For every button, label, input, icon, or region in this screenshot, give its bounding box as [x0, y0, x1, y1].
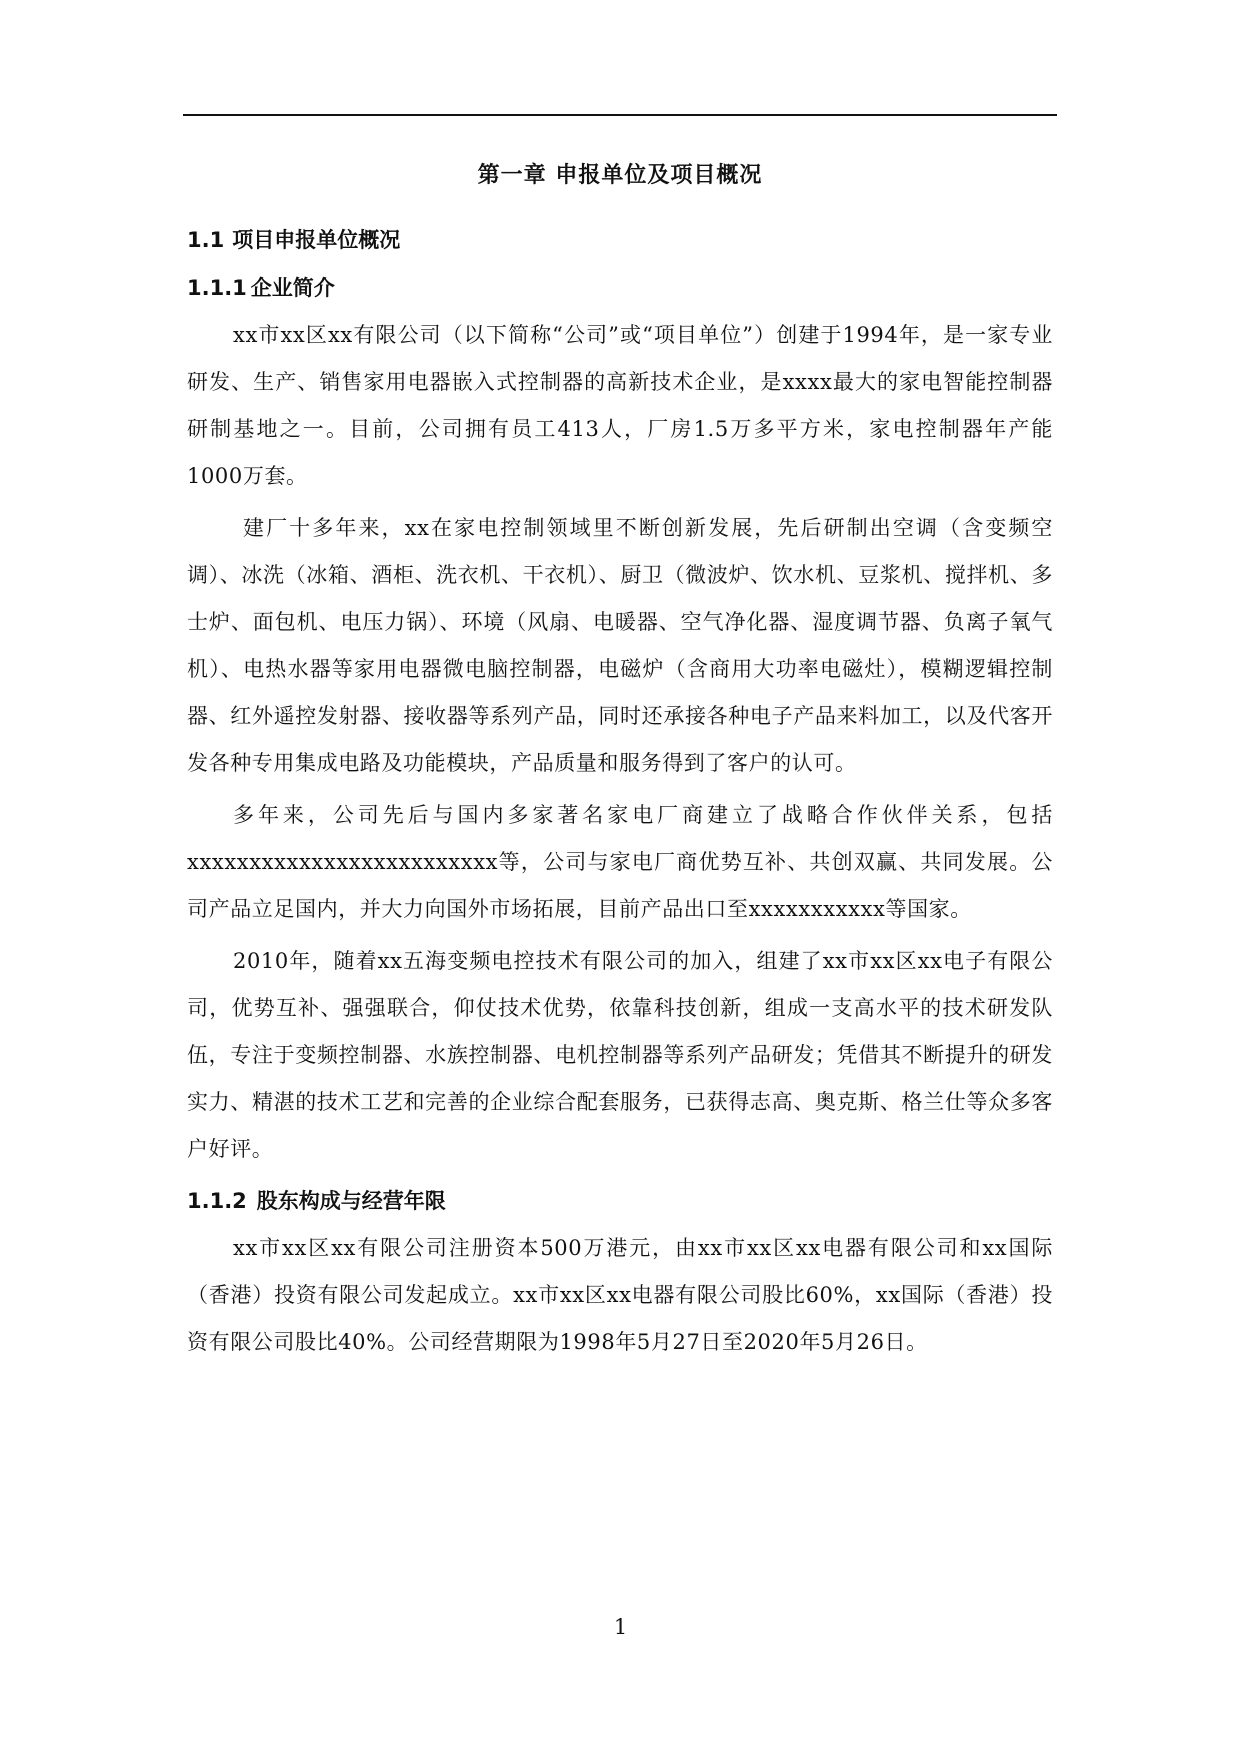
- chapter-title: 第一章 申报单位及项目概况: [477, 163, 763, 188]
- paragraph-product-history: 建厂十多年来，xx在家电控制领域里不断创新发展，先后研制出空调（含变频空调）、冰洗（冰箱、酒柜、洗衣机、干衣机）、厨卫（微波炉、饮水机、豆浆机、搅拌机、多士炉、面包机、电压力锅）、环境（风扇、电暖器、空气净化器、湿度调节器、负离子氧气机）、电热水器等家用电器微电脑控制器，电磁炉（含商用大功率电磁灶），模糊逻辑控制器、红外遥控发射器、接收器等系列产品，同时还承接各种电子产品来料加工，以及代客开发各种专用集成电路及功能模块，产品质量和服务得到了客户的认可。: [187, 516, 1053, 775]
- paragraph-2010-merger: 2010年，随着xx五海变频电控技术有限公司的加入，组建了xx市xx区xx电子有限公司，优势互补、强强联合，仰仗技术优势，依靠科技创新，组成一支高水平的技术研发队伍，专注于变频控制器、水族控制器、电机控制器等系列产品研发；凭借其不断提升的研发实力、精湛的技术工艺和完善的企业综合配套服务，已获得志高、奥克斯、格兰仕等众多客户好评。: [187, 949, 1053, 1161]
- section-title: 企业简介: [250, 276, 335, 300]
- paragraph-partners: 多年来，公司先后与国内多家著名家电厂商建立了战略合作伙伴关系，包括xxxxxxxxxxxxxxxxxxxxxxxxx等，公司与家电厂商优势互补、共创双赢、共同发展。公司产品立足国内，并大力向国外市场拓展，目前产品出口至xxxxxxxxxxx等国家。: [187, 803, 1053, 921]
- section-number: 1.1.1: [187, 276, 247, 300]
- paragraph-company-intro: xx市xx区xx有限公司（以下简称“公司”或“项目单位”）创建于1994年，是一家专业研发、生产、销售家用电器嵌入式控制器的高新技术企业，是xxxx最大的家电智能控制器研制基地之一。目前，公司拥有员工413人，厂房1.5万多平方米，家电控制器年产能1000万套。: [187, 323, 1053, 488]
- page-content: [187, 156, 1053, 1371]
- section-number: 1.1: [187, 228, 225, 252]
- section-heading-1-1-2: [187, 1177, 1053, 1225]
- page-number: 1: [613, 1615, 628, 1639]
- section-heading-1-1-1: [187, 264, 1053, 312]
- paragraph-shareholders: xx市xx区xx有限公司注册资本500万港元，由xx市xx区xx电器有限公司和xx国际（香港）投资有限公司发起成立。xx市xx区xx电器有限公司股比60%，xx国际（香港）投资有限公司股比40%。公司经营期限为1998年5月27日至2020年5月26日。: [187, 1236, 1053, 1354]
- section-number: 1.1.2: [187, 1189, 247, 1213]
- section-title: 项目申报单位概况: [232, 228, 401, 252]
- section-title: 股东构成与经营年限: [256, 1189, 446, 1213]
- header-rule: [183, 114, 1057, 116]
- section-heading-1-1: [187, 216, 1053, 264]
